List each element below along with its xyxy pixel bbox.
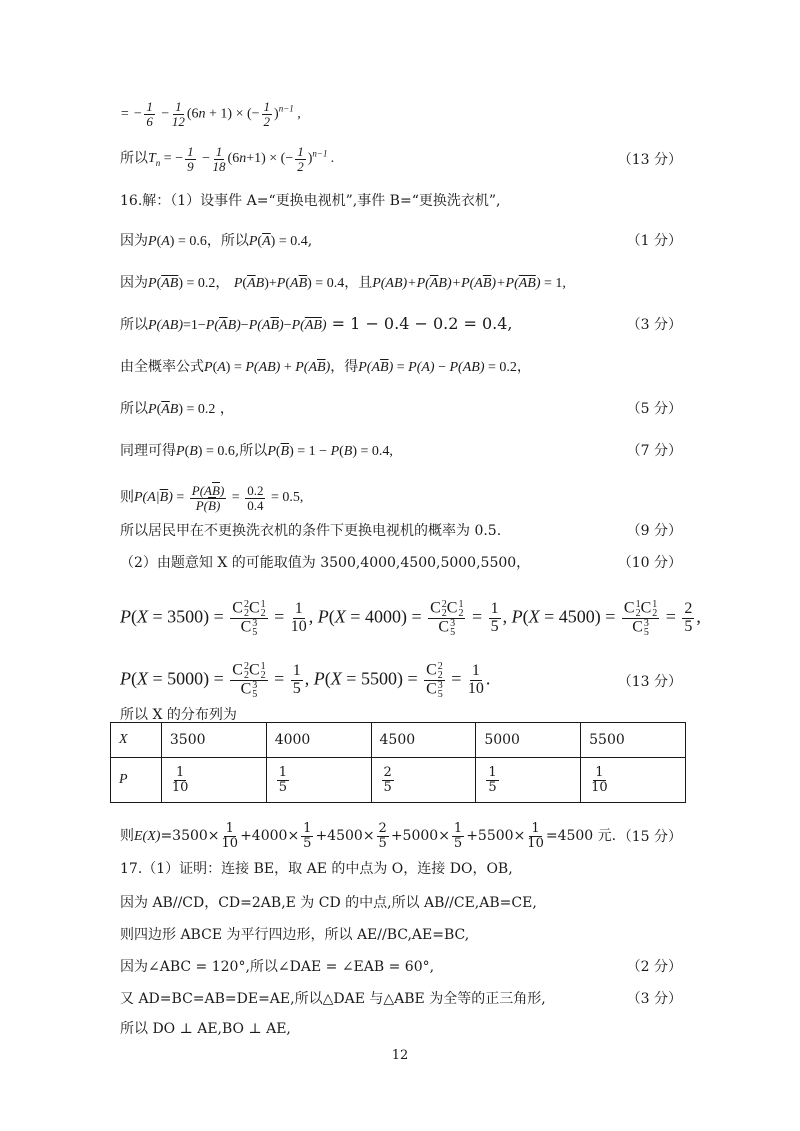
score-label: （13 分）	[617, 673, 682, 690]
formula-line-6: 所以$P(AB)=1-P(\overline{A}B)-P(A\overline{B})-P(\overline{AB}) = 1 - 0.4 - 0.2 = 0.4$, （3 分）	[120, 314, 682, 333]
text-prefix: 所以	[120, 317, 148, 333]
score-label: （9 分）	[626, 523, 682, 539]
probability-line-13: P(X = 3500) = C 2 2 C 1 2 C 3 5 = $\frac{1}{10}$ , P(X = 4000) = C 2 2 C 1 2 C 3 5 = $\frac{1}{5}$ , P(X = 4500) = C 1 2 C 1 2 C 3 5 = $\frac{2}{5}$ ,	[120, 599, 701, 638]
text-line: 所以 DO ⊥ AE,BO ⊥ AE,	[120, 1021, 291, 1037]
formula-line-5: 因为$P(\overline{AB}) = 0.2$， $P(\overline{A}B)+P(A\overline{B}) = 0.4$，且$P(AB)+P(\overline{A}B)+P(A\overline{B})+P(\overline{AB}) = 1$,	[120, 275, 566, 291]
text-prefix: 由全概率公式	[120, 359, 204, 375]
text-line-19	[120, 924, 682, 944]
table-cell: 4000	[266, 723, 371, 758]
distribution-caption: 所以 X 的分布列为	[120, 707, 237, 723]
table-cell: $\frac{1}{5}$	[266, 758, 371, 803]
formula-text: = − $\frac{1}{6}$ − $\frac{1}{12}$ (6n + 1) × (− $\frac{1}{2}$ )$^{n-1}$ ,	[120, 99, 301, 129]
text-line: 16.解：（1）设事件 A=“更换电视机”,事件 B=“更换洗衣机”,	[120, 193, 501, 209]
table-cell: 5500	[581, 723, 686, 758]
table-cell: $\frac{1}{10}$	[581, 758, 686, 803]
text-prefix: 因为	[120, 233, 148, 249]
text-line-15	[120, 704, 682, 724]
table-cell: 3500	[161, 723, 266, 758]
score-label: （3 分）	[626, 991, 682, 1007]
text-prefix: 则	[120, 489, 134, 506]
formula-line-2: 所以$T_n$ = − $\frac{1}{9}$ − $\frac{1}{18}$ (6n+1) × (− $\frac{1}{2}$ )$^{n-1}$ . （13 分）	[120, 144, 682, 174]
formula-line-8: 所以$P(\overline{A}B) = 0.2$ ， （5 分）	[120, 398, 682, 418]
text-prefix: 则	[120, 828, 134, 845]
page-number: 12	[391, 1048, 409, 1063]
text-line-21	[120, 988, 682, 1008]
text-line: 因为∠ABC = 120°,所以∠DAE = ∠EAB = 60°,	[120, 959, 435, 975]
text-prefix: 同理可得	[120, 443, 176, 459]
score-label: （2 分）	[626, 959, 682, 975]
score-label: （15 分）	[617, 829, 682, 846]
table-cell: P	[111, 758, 162, 803]
probability-line-14: P(X = 5000) = C 2 2 C 1 2 C 3 5 = $\frac{1}{5}$ , P(X = 5500) = C 2 2 C 3 5 = $\frac{1}{10}$ . （13 分）	[120, 661, 682, 700]
score-label: （5 分）	[626, 401, 682, 417]
text-and: ，且	[344, 275, 373, 291]
score-label: （7 分）	[626, 443, 682, 459]
table-cell: 5000	[476, 723, 581, 758]
table-cell: $\frac{2}{5}$	[371, 758, 476, 803]
score-label: （3 分）	[626, 317, 682, 333]
text-line-20	[120, 956, 682, 976]
formula-line-9: 同理可得P(B) = 0.6,所以$P(\overline{B}) = 1 - P(B) = 0.4$, （7 分）	[120, 440, 682, 460]
proof-17-heading: 17.（1）证明：连接 BE，取 AE 的中点为 O，连接 DO，OB,	[120, 861, 513, 877]
text-get: ，得	[330, 359, 359, 375]
table-cell: $\frac{1}{5}$	[476, 758, 581, 803]
table-row	[111, 758, 686, 803]
score-label: （13 分）	[617, 152, 682, 169]
text-line-18	[120, 892, 682, 912]
score-label: （10 分）	[617, 555, 682, 571]
part-2-text: （2）由题意知 X 的可能取值为 3500,4000,4500,5000,5500，	[120, 555, 531, 571]
conclusion-text: 所以居民甲在不更换洗衣机的条件下更换电视机的概率为 0.5.	[120, 523, 502, 539]
formula-line-4: 因为P(A) = 0.6，所以$P(\overline{A}) = 0.4$, （1 分）	[120, 230, 682, 250]
solution-16-heading	[120, 190, 682, 210]
text-line-22	[120, 1018, 682, 1038]
table-cell: X	[111, 723, 162, 758]
text-line-12	[120, 552, 682, 572]
formula-line-1	[120, 100, 682, 128]
distribution-table	[110, 722, 686, 803]
formula-line-7: 由全概率公式$P(A) = P(AB) + P(A\overline{B})$，得$P(A\overline{B}) = P(A) - P(AB) = 0.2$，	[120, 359, 531, 375]
expectation-line: 则E(X)=3500× $\frac{1}{10}$ +4000× $\frac{1}{5}$ +4500× $\frac{2}{5}$ +5000× $\frac{1}{5}$ +5500× $\frac{1}{10}$ =4500 元. （15 分）	[120, 821, 682, 851]
table-cell: 4500	[371, 723, 476, 758]
text-line-17	[120, 858, 682, 878]
text-line-11	[120, 520, 682, 540]
score-label: （1 分）	[626, 233, 682, 249]
text-prefix: 所以	[120, 401, 148, 417]
text-prefix: 因为	[120, 275, 148, 291]
text-mid: ，所以	[206, 233, 249, 249]
table-cell: $\frac{1}{10}$	[161, 758, 266, 803]
formula-line-10: 则$P(A|\overline{B})$ = $\frac{P(A\overline{B})}{P(\overline{B})}$ = $\frac{0.2}{0.4}$ = 0.5,	[120, 483, 304, 513]
text-line: 则四边形 ABCE 为平行四边形，所以 AE//BC,AE=BC,	[120, 927, 470, 943]
text-line: 因为 AB//CD，CD=2AB,E 为 CD 的中点,所以 AB//CE,AB=CE,	[120, 895, 537, 911]
text-line: 又 AD=BC=AB=DE=AE,所以△DAE 与△ABE 为全等的正三角形,	[120, 991, 546, 1007]
text-mid: ,所以	[234, 443, 268, 459]
text-prefix: 所以	[120, 150, 148, 167]
table-header-row	[111, 723, 686, 758]
text-suffix: 元.	[597, 828, 617, 845]
